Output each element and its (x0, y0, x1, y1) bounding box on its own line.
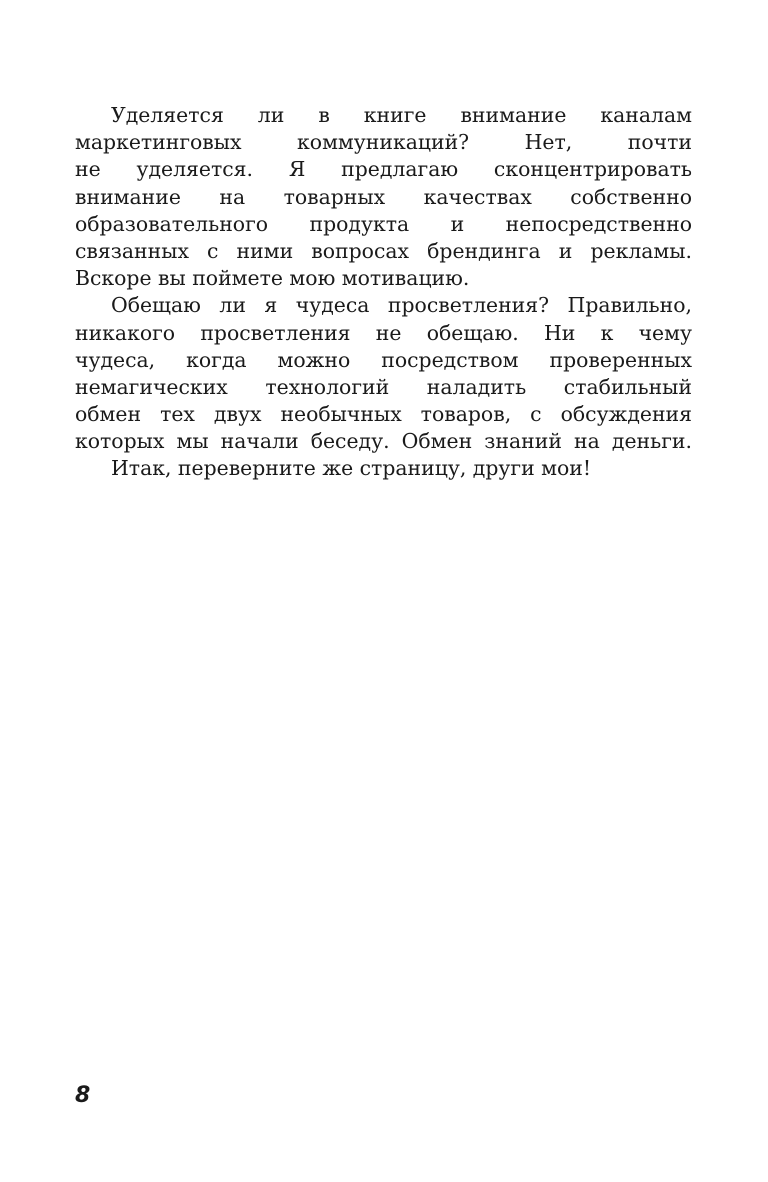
text-line: немагических технологий наладить стабильный (75, 374, 692, 399)
page-number: 8 (75, 1083, 91, 1108)
body-text (75, 102, 692, 483)
text-line: обмен тех двух необычных товаров, с обсуждения (75, 402, 692, 427)
paragraph (75, 292, 692, 455)
text-line: Обещаю ли я чудеса просветления? Правильно, (111, 293, 692, 318)
text-line: Итак, переверните же страницу, други мои! (111, 456, 592, 481)
paragraph (75, 455, 692, 482)
text-line: маркетинговых коммуникаций? Нет, почти (75, 130, 692, 155)
text-line: внимание на товарных качествах собственно (75, 184, 692, 209)
text-line: Вскоре вы поймете мою мотивацию. (75, 266, 470, 291)
paragraph (75, 102, 692, 292)
text-line: которых мы начали беседу. Обмен знаний на деньги. (75, 429, 692, 454)
text-line: никакого просветления не обещаю. Ни к чему (75, 320, 692, 345)
text-line: не уделяется. Я предлагаю сконцентрировать (75, 157, 692, 182)
text-line: Уделяется ли в книге внимание каналам (111, 103, 692, 127)
text-line: чудеса, когда можно посредством проверенных (75, 347, 692, 372)
text-line: образовательного продукта и непосредственно (75, 211, 692, 236)
text-line: связанных с ними вопросах брендинга и рекламы. (75, 238, 692, 263)
